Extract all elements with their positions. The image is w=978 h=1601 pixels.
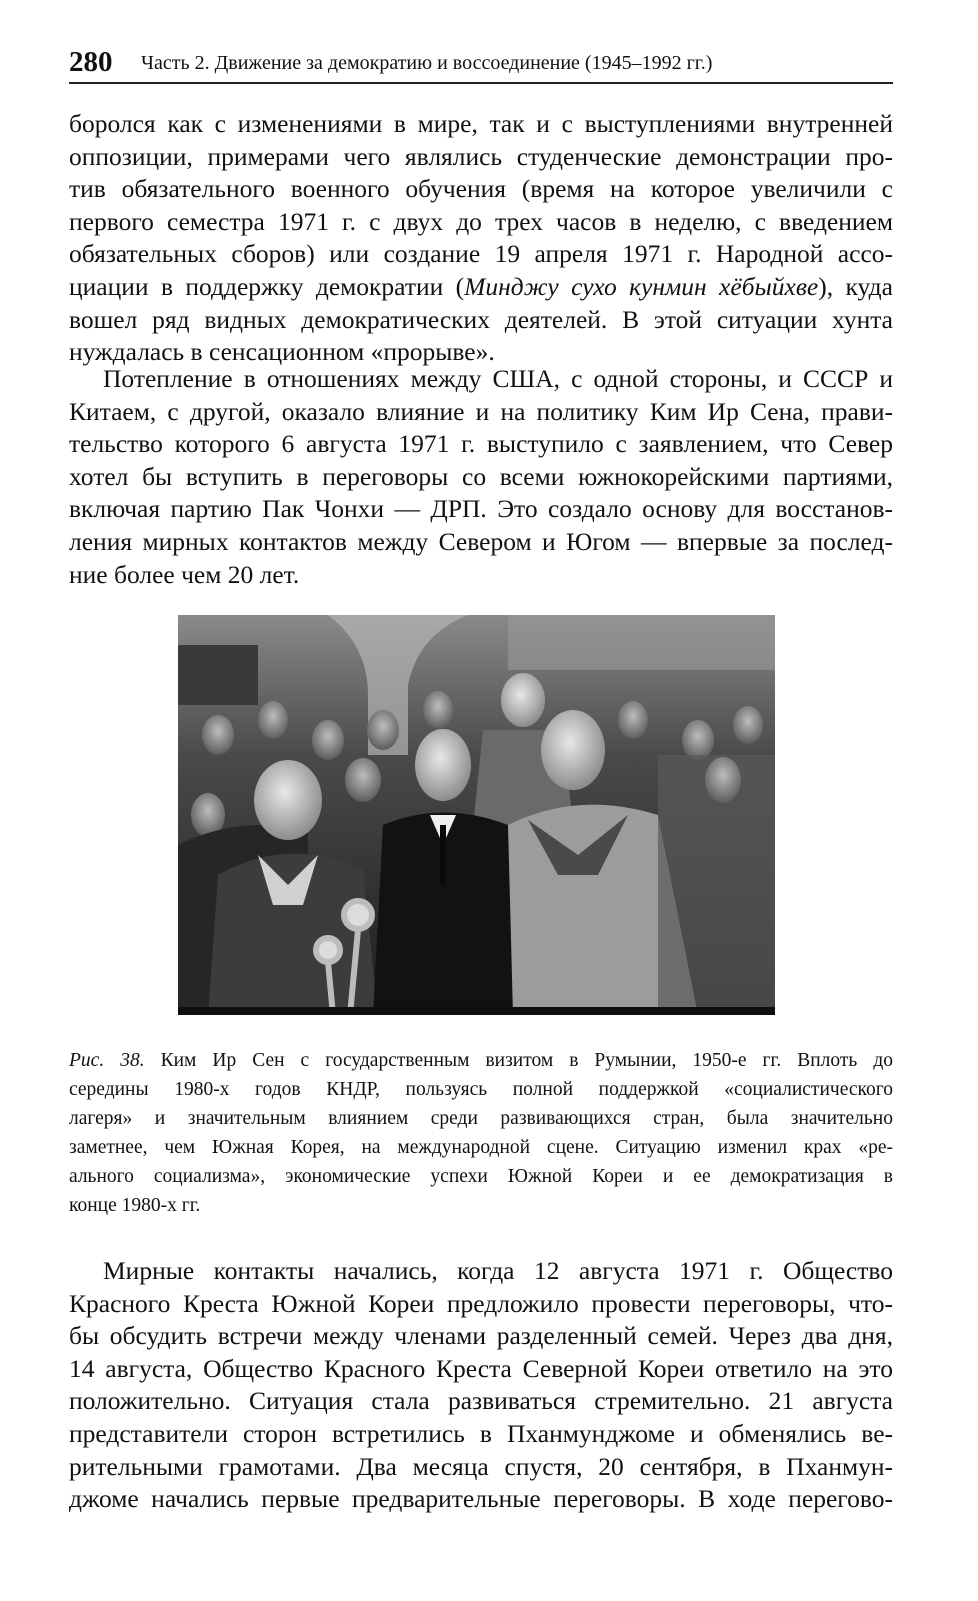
caption-line: конце 1980-х гг. [69, 1195, 201, 1216]
text-line: бы обсудить встречи между членами разделенный семей. Через два дня, [69, 1321, 893, 1351]
text-line [69, 271, 893, 304]
text-line: тив обязательного военного обучения (время на которое увеличили с [69, 174, 893, 204]
paragraph-1 [69, 108, 893, 369]
caption-line: лагеря» и значительным влиянием среди развивающихся стран, была значительно [69, 1108, 893, 1129]
text-line: ления мирных контактов между Севером и Югом — впервые за послед- [69, 526, 893, 556]
text-line: Потепление в отношениях между США, с одной стороны, и СССР и [103, 364, 893, 393]
figure-caption [69, 1046, 893, 1220]
paragraph-2 [69, 363, 893, 591]
text-line: рительными грамотами. Два месяца спустя, 20 сентября, в Пханмун- [69, 1451, 893, 1481]
text-line: положительно. Ситуация стала развиваться стремительно. 21 августа [69, 1386, 893, 1416]
text-line: обязательных сборов) или создание 19 апреля 1971 г. Народной ассо- [69, 239, 893, 269]
text-line: хотел бы вступить в переговоры со всеми южнокорейскими партиями, [69, 461, 893, 491]
running-head: Часть 2. Движение за демократию и воссоединение (1945–1992 гг.) [141, 52, 713, 74]
caption-line: заметнее, чем Южная Корея, на международной сцене. Ситуацию изменил крах «ре- [69, 1137, 893, 1158]
text-line: 14 августа, Общество Красного Креста Северной Кореи ответило на это [69, 1353, 893, 1383]
caption-line: середины 1980-х годов КНДР, пользуясь полной поддержкой «социалистического [69, 1079, 893, 1100]
text-line: джоме начались первые предварительные переговоры. В ходе перегово- [69, 1484, 893, 1514]
text-line: Китаем, с другой, оказало влияние и на политику Ким Ир Сена, прави- [69, 396, 893, 426]
page-header [69, 46, 893, 84]
text-line: оппозиции, примерами чего являлись студенческие демонстрации про- [69, 141, 893, 171]
historical-photo [178, 615, 775, 1015]
text-run: циации в поддержку демократии ( [69, 271, 465, 301]
figure-label: Рис. 38. [69, 1050, 145, 1071]
caption-line [69, 1046, 893, 1075]
text-line: боролся как с изменениями в мире, так и с выступлениями внутренней [69, 109, 893, 138]
text-line: тельство которого 6 августа 1971 г. выступило с заявлением, что Север [69, 429, 893, 459]
text-line: ние более чем 20 лет. [69, 559, 300, 589]
text-line: вошел ряд видных демократических деятелей. В этой ситуации хунта [69, 304, 893, 334]
caption-line: ального социализма», экономические успехи Южной Кореи и ее демократизация в [69, 1166, 893, 1187]
text-line: Мирные контакты начались, когда 12 августа 1971 г. Общество [103, 1256, 893, 1285]
italic-term: Минджу сухо кунмин хёбыйхве [464, 271, 819, 301]
caption-text: Ким Ир Сен с государственным визитом в Румынии, 1950-е гг. Вплоть до [144, 1050, 893, 1071]
page-number: 280 [69, 46, 113, 78]
text-line: представители сторон встретились в Пханмунджоме и обменялись ве- [69, 1418, 893, 1448]
text-line: нуждалась в сенсационном «прорыве». [69, 337, 495, 367]
paragraph-3 [69, 1255, 893, 1516]
text-line: первого семестра 1971 г. с двух до трех часов в неделю, с введением [69, 206, 893, 236]
text-line: Красного Креста Южной Кореи предложило провести переговоры, что- [69, 1288, 893, 1318]
text-run: ), куда [818, 271, 893, 301]
text-line: включая партию Пак Чонхи — ДРП. Это создало основу для восстанов- [69, 494, 893, 524]
